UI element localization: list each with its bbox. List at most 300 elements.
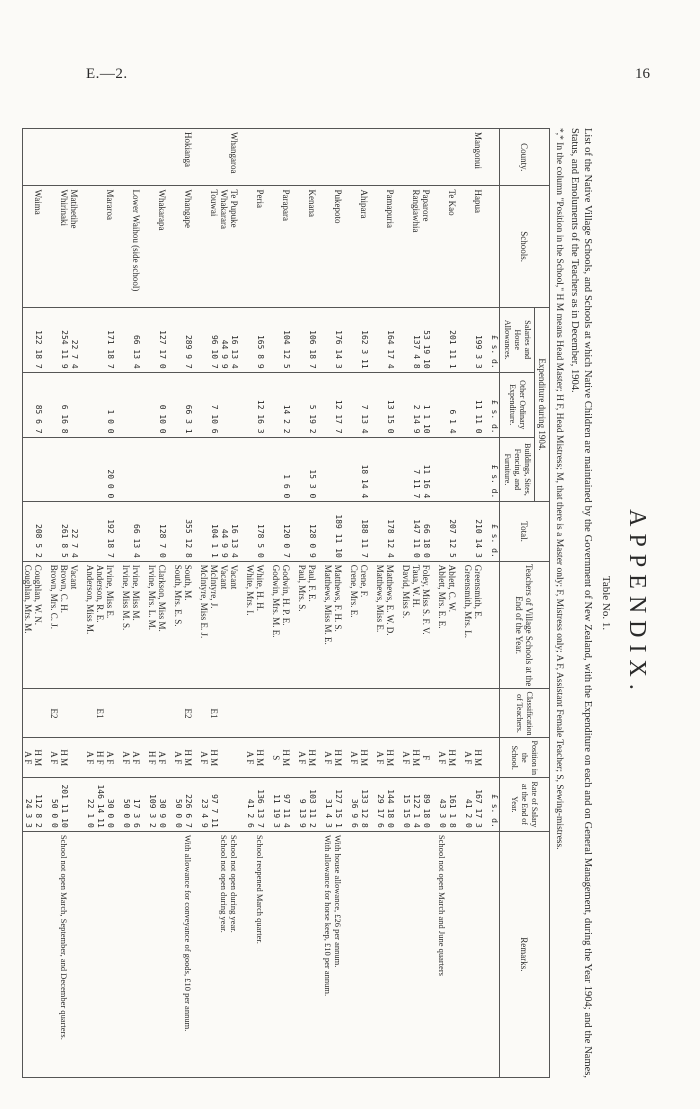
classification-cell: E2 <box>183 689 199 738</box>
rate-cell: 50 0 0 <box>121 778 131 832</box>
rate-cell: 9 13 9 <box>297 778 307 832</box>
county-cell <box>281 129 297 186</box>
county-cell <box>131 129 147 186</box>
school-cell: Kenana <box>307 186 323 307</box>
remarks-cell <box>33 831 49 1077</box>
rate-cell: 89 18 0 <box>421 778 437 832</box>
table-row <box>147 129 157 1078</box>
rate-cell: 97 7 11 <box>209 778 219 832</box>
other-expenditure-cell: 85 6 7 <box>33 372 49 437</box>
county-cell <box>411 129 421 186</box>
classification-cell <box>281 689 297 738</box>
total-cell <box>147 502 157 561</box>
salaries-cell: 201 11 1 <box>447 307 463 372</box>
position-cell: A F <box>157 738 173 778</box>
classification-cell <box>199 689 209 738</box>
remarks-cell <box>157 831 173 1077</box>
position-cell: H M <box>359 738 375 778</box>
remarks-cell <box>359 831 375 1077</box>
other-expenditure-cell: 6 16 8 <box>59 372 69 437</box>
buildings-cell <box>131 437 147 502</box>
table-row <box>59 129 69 1078</box>
county-cell: Mangonui <box>473 129 489 186</box>
county-cell <box>297 129 307 186</box>
other-expenditure-cell: 6 1 4 <box>447 372 463 437</box>
remarks-cell <box>105 831 121 1077</box>
buildings-cell <box>463 437 473 502</box>
teacher-cell: Ablett, C. W. <box>447 561 463 689</box>
salaries-cell <box>271 307 281 372</box>
table-row <box>255 129 271 1078</box>
teacher-cell: Coughlan, W. N. <box>33 561 49 689</box>
total-cell <box>463 502 473 561</box>
county-cell <box>463 129 473 186</box>
school-cell: Whakarara <box>219 186 229 307</box>
other-expenditure-cell: 7 10 6 <box>209 372 219 437</box>
buildings-cell <box>59 437 69 502</box>
total-cell: 66 18 0 <box>421 502 437 561</box>
rate-cell: 41 2 6 <box>245 778 255 832</box>
position-cell: A F <box>437 738 447 778</box>
school-cell <box>349 186 359 307</box>
teacher-cell: White, Mrs. I. <box>245 561 255 689</box>
classification-cell <box>333 689 349 738</box>
school-cell: Touwai <box>209 186 219 307</box>
school-cell <box>173 186 183 307</box>
remarks-cell <box>473 831 489 1077</box>
county-cell <box>121 129 131 186</box>
table-row <box>385 129 401 1078</box>
other-expenditure-cell <box>173 372 183 437</box>
buildings-cell <box>245 437 255 502</box>
remarks-cell <box>95 831 105 1077</box>
units-cell: £ s. d. <box>489 502 500 561</box>
county-cell <box>59 129 69 186</box>
other-expenditure-cell: 14 2 2 <box>281 372 297 437</box>
county-cell <box>85 129 95 186</box>
remarks-cell <box>385 831 401 1077</box>
remarks-cell <box>297 831 307 1077</box>
remarks-cell: With house allowance, £26 per annum. <box>333 831 349 1077</box>
county-cell <box>49 129 59 186</box>
school-cell <box>271 186 281 307</box>
table-row <box>157 129 173 1078</box>
classification-cell <box>307 689 323 738</box>
classification-cell: E1 <box>95 689 105 738</box>
salaries-cell: 16 13 4 <box>229 307 245 372</box>
school-cell <box>437 186 447 307</box>
total-cell <box>23 502 34 561</box>
teacher-cell: Foley, Miss S. F. V. <box>421 561 437 689</box>
classification-cell <box>85 689 95 738</box>
salaries-cell: 199 3 3 <box>473 307 489 372</box>
teacher-cell: Godwin, Mrs. M. E. <box>271 561 281 689</box>
buildings-cell: 7 11 7 <box>411 437 421 502</box>
other-expenditure-cell <box>229 372 245 437</box>
teacher-cell: McIntyre, Miss E. J. <box>199 561 209 689</box>
salaries-cell <box>297 307 307 372</box>
total-cell: 120 0 7 <box>281 502 297 561</box>
school-cell <box>85 186 95 307</box>
remarks-cell <box>411 831 421 1077</box>
position-cell <box>229 738 245 778</box>
table-row <box>95 129 105 1078</box>
other-expenditure-cell <box>199 372 209 437</box>
teacher-cell: Irvine, Mrs. L. M. <box>147 561 157 689</box>
county-cell <box>323 129 333 186</box>
total-cell: 128 0 9 <box>307 502 323 561</box>
teacher-cell: Clarkson, Miss M. <box>157 561 173 689</box>
position-cell: H M <box>333 738 349 778</box>
remarks-cell <box>23 831 34 1077</box>
rate-cell <box>229 778 245 832</box>
total-cell: 22 7 4 <box>69 502 85 561</box>
buildings-cell <box>147 437 157 502</box>
total-cell <box>375 502 385 561</box>
position-cell: A F <box>49 738 59 778</box>
total-cell <box>173 502 183 561</box>
salaries-cell <box>173 307 183 372</box>
remarks-cell: School not open during year. <box>219 831 229 1077</box>
county-cell <box>307 129 323 186</box>
table-row <box>473 129 489 1078</box>
classification-cell <box>271 689 281 738</box>
rate-cell: 36 9 6 <box>349 778 359 832</box>
total-cell <box>245 502 255 561</box>
teacher-cell: Irvine, Miss M. S. <box>121 561 131 689</box>
classification-cell <box>131 689 147 738</box>
salaries-cell <box>199 307 209 372</box>
school-cell <box>199 186 209 307</box>
rate-cell: 112 8 2 <box>33 778 49 832</box>
position-cell <box>69 738 85 778</box>
classification-cell <box>437 689 447 738</box>
school-cell <box>95 186 105 307</box>
county-cell <box>157 129 173 186</box>
remarks-cell <box>281 831 297 1077</box>
buildings-cell: 20 0 0 <box>105 437 121 502</box>
teacher-cell: Vacant <box>229 561 245 689</box>
position-cell: A F <box>85 738 95 778</box>
buildings-cell <box>209 437 219 502</box>
total-cell <box>437 502 447 561</box>
teacher-cell: Vacant <box>69 561 85 689</box>
teacher-cell: McIntyre, J. <box>209 561 219 689</box>
buildings-cell <box>199 437 209 502</box>
buildings-cell <box>385 437 401 502</box>
rate-cell: 201 11 10 <box>59 778 69 832</box>
table-row <box>307 129 323 1078</box>
buildings-cell <box>271 437 281 502</box>
total-cell <box>349 502 359 561</box>
classification-cell <box>59 689 69 738</box>
header-total: Total. <box>500 502 550 561</box>
classification-cell <box>219 689 229 738</box>
buildings-cell: 15 3 0 <box>307 437 323 502</box>
buildings-cell <box>121 437 131 502</box>
county-cell <box>421 129 437 186</box>
buildings-cell <box>95 437 105 502</box>
teacher-cell: Godwin, H. P. E. <box>281 561 297 689</box>
salaries-cell <box>463 307 473 372</box>
county-cell <box>245 129 255 186</box>
other-expenditure-cell: 1 1 10 <box>421 372 437 437</box>
rate-cell: 133 12 8 <box>359 778 375 832</box>
county-cell <box>375 129 385 186</box>
units-cell: £ s. d. <box>489 372 500 437</box>
county-cell <box>173 129 183 186</box>
rate-cell: 122 1 4 <box>411 778 421 832</box>
buildings-cell <box>69 437 85 502</box>
rate-cell <box>69 778 85 832</box>
classification-cell <box>33 689 49 738</box>
total-cell <box>297 502 307 561</box>
teacher-cell: Matthews, Miss E. <box>375 561 385 689</box>
rate-cell: 30 9 0 <box>157 778 173 832</box>
total-cell: 66 13 4 <box>131 502 147 561</box>
classification-cell <box>23 689 34 738</box>
rate-cell: 17 3 6 <box>131 778 147 832</box>
school-cell <box>147 186 157 307</box>
rate-cell: 97 11 4 <box>281 778 297 832</box>
rate-cell: 146 14 11 <box>95 778 105 832</box>
salaries-cell: 53 19 10 <box>421 307 437 372</box>
salaries-cell <box>401 307 411 372</box>
position-cell: S <box>271 738 281 778</box>
position-cell: H M <box>385 738 401 778</box>
total-cell <box>199 502 209 561</box>
header-other: Other Ordinary Expenditure. <box>500 372 535 437</box>
rate-cell: 127 15 1 <box>333 778 349 832</box>
salaries-cell: 44 9 9 <box>219 307 229 372</box>
header-rate: Rate of Salary at the End of Year. <box>500 778 550 832</box>
salaries-cell: 176 14 3 <box>333 307 349 372</box>
school-cell: Te Pupuke <box>229 186 245 307</box>
classification-cell <box>255 689 271 738</box>
other-expenditure-cell <box>23 372 34 437</box>
position-cell: A F <box>245 738 255 778</box>
remarks-cell <box>375 831 385 1077</box>
classification-cell <box>473 689 489 738</box>
salaries-cell: 137 4 8 <box>411 307 421 372</box>
position-cell: H F <box>147 738 157 778</box>
header-salaries: Salaries and House Allowances. <box>500 307 535 372</box>
school-cell: Mararoa <box>105 186 121 307</box>
position-cell: H M <box>33 738 49 778</box>
table-row <box>411 129 421 1078</box>
buildings-cell <box>173 437 183 502</box>
total-cell <box>323 502 333 561</box>
remarks-cell: With allowance for horse keep, £10 per annum. <box>323 831 333 1077</box>
school-cell <box>297 186 307 307</box>
remarks-cell <box>349 831 359 1077</box>
rate-cell: 103 11 2 <box>307 778 323 832</box>
teacher-cell: Paul, F. E. <box>307 561 323 689</box>
position-cell: A F <box>401 738 411 778</box>
schools-table <box>22 128 550 1078</box>
school-cell: Ahipara <box>359 186 375 307</box>
county-cell: Hokianga <box>183 129 199 186</box>
header-county: County. <box>500 129 550 186</box>
buildings-cell <box>219 437 229 502</box>
other-expenditure-cell: 0 10 0 <box>157 372 173 437</box>
other-expenditure-cell <box>95 372 105 437</box>
units-row <box>489 129 500 1078</box>
other-expenditure-cell <box>147 372 157 437</box>
county-cell <box>95 129 105 186</box>
salaries-cell <box>375 307 385 372</box>
rate-cell: 23 4 9 <box>199 778 209 832</box>
classification-cell <box>69 689 85 738</box>
county-cell <box>401 129 411 186</box>
other-expenditure-cell <box>245 372 255 437</box>
school-cell <box>49 186 59 307</box>
position-cell: H M <box>209 738 219 778</box>
table-row <box>105 129 121 1078</box>
classification-cell <box>229 689 245 738</box>
other-expenditure-cell <box>85 372 95 437</box>
classification-cell <box>105 689 121 738</box>
school-cell: Hapua <box>473 186 489 307</box>
rate-cell <box>219 778 229 832</box>
salaries-cell <box>23 307 34 372</box>
other-expenditure-cell <box>375 372 385 437</box>
salaries-cell: 106 18 7 <box>307 307 323 372</box>
header-teachers: Teachers of Village Schools at the End of the Year. <box>500 561 550 689</box>
teacher-cell: Greensmith, Mrs. L. <box>463 561 473 689</box>
table-title: Table No. 1. <box>600 575 612 631</box>
teacher-cell: Paul, Mrs. S. <box>297 561 307 689</box>
position-cell: A F <box>349 738 359 778</box>
salaries-cell: 22 7 4 <box>69 307 85 372</box>
position-cell: A F <box>323 738 333 778</box>
county-cell <box>437 129 447 186</box>
table-row <box>401 129 411 1078</box>
teacher-cell: Taua, W. H. <box>411 561 421 689</box>
total-cell: 128 7 0 <box>157 502 173 561</box>
salaries-cell <box>49 307 59 372</box>
salaries-cell <box>349 307 359 372</box>
classification-cell <box>297 689 307 738</box>
other-expenditure-cell <box>297 372 307 437</box>
school-cell <box>245 186 255 307</box>
teacher-cell: David, Miss S. <box>401 561 411 689</box>
school-cell: Pukepoto <box>333 186 349 307</box>
teacher-cell: Matthews, Miss M. E. <box>323 561 333 689</box>
school-cell: Lower Waihou (side school) <box>131 186 147 307</box>
buildings-cell <box>349 437 359 502</box>
total-cell: 44 9 9 <box>219 502 229 561</box>
classification-cell <box>463 689 473 738</box>
remarks-cell <box>463 831 473 1077</box>
school-cell <box>375 186 385 307</box>
position-cell: H M <box>473 738 489 778</box>
position-cell <box>219 738 229 778</box>
remarks-cell <box>173 831 183 1077</box>
rate-cell: 30 0 0 <box>105 778 121 832</box>
table-row <box>333 129 349 1078</box>
other-expenditure-cell <box>401 372 411 437</box>
teacher-cell: Crene, F. <box>359 561 375 689</box>
header-remarks: Remarks. <box>500 831 550 1077</box>
table-row <box>359 129 375 1078</box>
buildings-cell <box>297 437 307 502</box>
remarks-cell: With allowance for conveyance of goods, £10 per annum. <box>183 831 199 1077</box>
classification-cell <box>359 689 375 738</box>
teacher-cell: Brown, C. H. <box>59 561 69 689</box>
header-position: Position in the School. <box>500 738 550 778</box>
units-cell: £ s. d. <box>489 778 500 832</box>
buildings-cell <box>375 437 385 502</box>
position-cell: H M <box>447 738 463 778</box>
page-number: 16 <box>635 66 650 82</box>
classification-cell <box>385 689 401 738</box>
other-expenditure-cell: 5 19 2 <box>307 372 323 437</box>
other-expenditure-cell: 1 0 0 <box>105 372 121 437</box>
buildings-cell <box>473 437 489 502</box>
header-schools: Schools. <box>500 186 550 307</box>
salaries-cell: 66 13 4 <box>131 307 147 372</box>
salaries-cell: 96 10 7 <box>209 307 219 372</box>
remarks-cell: School not open March and June quarters <box>437 831 447 1077</box>
table-row <box>85 129 95 1078</box>
rate-cell: 15 15 0 <box>401 778 411 832</box>
classification-cell <box>245 689 255 738</box>
buildings-cell <box>85 437 95 502</box>
school-cell <box>401 186 411 307</box>
table-row <box>33 129 49 1078</box>
total-cell: 178 5 0 <box>255 502 271 561</box>
rate-cell: 50 0 0 <box>49 778 59 832</box>
county-cell <box>69 129 85 186</box>
buildings-cell <box>323 437 333 502</box>
table-row <box>229 129 245 1078</box>
remarks-cell <box>447 831 463 1077</box>
school-cell: Waima <box>33 186 49 307</box>
other-expenditure-cell: 11 11 0 <box>473 372 489 437</box>
table-row <box>183 129 199 1078</box>
units-cell: £ s. d. <box>489 437 500 502</box>
table-row <box>23 129 34 1078</box>
remarks-cell <box>121 831 131 1077</box>
county-cell <box>385 129 401 186</box>
other-expenditure-cell <box>437 372 447 437</box>
table-row <box>131 129 147 1078</box>
school-cell: Parapara <box>281 186 297 307</box>
total-cell: 178 12 4 <box>385 502 401 561</box>
other-expenditure-cell <box>219 372 229 437</box>
school-cell: Pamapuria <box>385 186 401 307</box>
total-cell: 192 18 7 <box>105 502 121 561</box>
rate-cell: 22 1 0 <box>85 778 95 832</box>
salaries-cell <box>147 307 157 372</box>
salaries-cell: 171 18 7 <box>105 307 121 372</box>
total-cell: 355 12 8 <box>183 502 199 561</box>
total-cell: 208 5 2 <box>33 502 49 561</box>
total-cell <box>271 502 281 561</box>
rate-cell: 11 19 3 <box>271 778 281 832</box>
remarks-cell <box>199 831 209 1077</box>
school-cell <box>23 186 34 307</box>
school-cell: Whakarapa <box>157 186 173 307</box>
total-cell: 210 14 3 <box>473 502 489 561</box>
salaries-cell: 122 18 7 <box>33 307 49 372</box>
classification-cell <box>375 689 385 738</box>
rate-cell: 226 6 7 <box>183 778 199 832</box>
rate-cell: 144 18 0 <box>385 778 401 832</box>
table-row <box>245 129 255 1078</box>
total-cell <box>85 502 95 561</box>
